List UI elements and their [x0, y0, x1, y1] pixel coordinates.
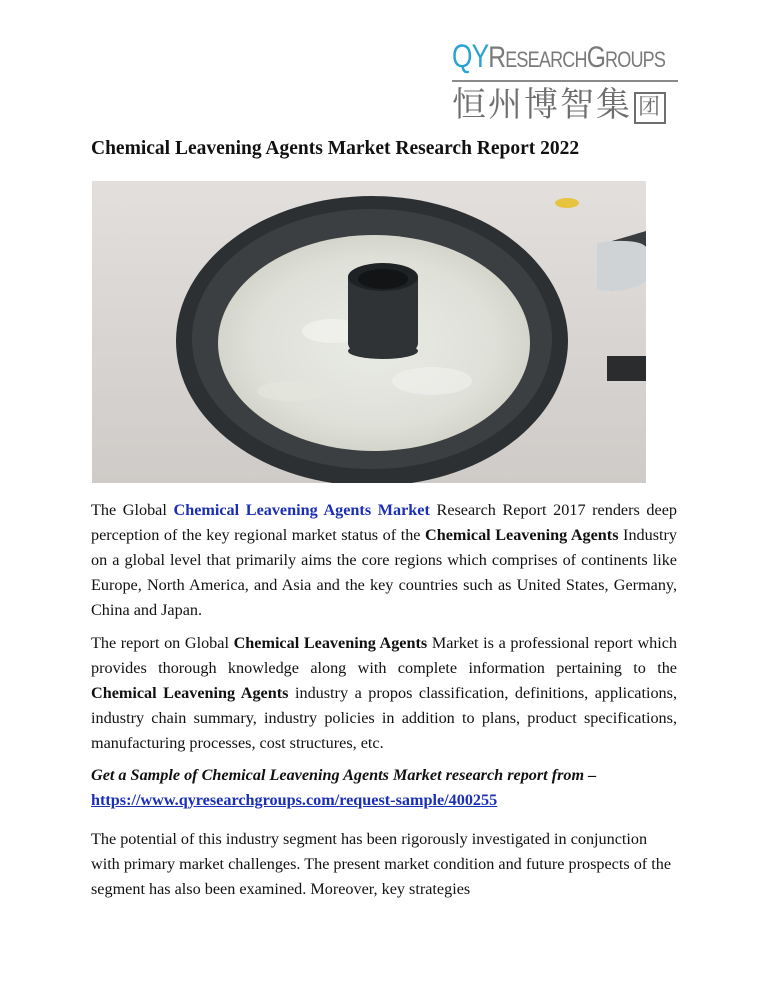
- report-paragraph: The report on Global Chemical Leavening Agents Market is a professional report which provides thorough knowledge along with complete information pertaining to the Chemical Leavening Agents industry a propos classification, definitions, applications, industry chain summary, industry policies in addition to plans, product specifications, manufacturing processes, cost structures, etc.: [91, 634, 678, 752]
- logo-english: QYRESEARCHGROUPS: [452, 38, 666, 74]
- sample-url-link[interactable]: https://www.qyresearchgroups.com/request-sample/400255: [91, 791, 498, 809]
- page-title: Chemical Leavening Agents Market Research Report 2022: [91, 138, 580, 159]
- logo-chinese: 恒州博智集 团: [452, 86, 682, 124]
- cake-pan-photo: [92, 181, 646, 483]
- sample-request: Get a Sample of Chemical Leavening Agents Market research report from – https://www.qyresearchgroups.com/request-sample/400255: [91, 766, 597, 809]
- intro-paragraph: The Global Chemical Leavening Agents Market Research Report 2017 renders deep perception of the key regional market status of the Chemical Leavening Agents Industry on a global level that primarily aims the core regions which comprises of continents like Europe, North America, and Asia and the key countries such as United States, Germany, China and Japan.: [91, 501, 678, 619]
- qyresearchgroups-logo: [452, 40, 682, 124]
- logo-divider: [452, 80, 678, 82]
- cake-pan-image: [92, 181, 646, 483]
- market-link[interactable]: Chemical Leavening Agents Market: [173, 501, 430, 519]
- potential-paragraph: The potential of this industry segment has been rigorously investigated in conjunction with primary market challenges. The present market condition and future prospects of the segment has also been examined. Moreover, key strategies: [91, 830, 672, 898]
